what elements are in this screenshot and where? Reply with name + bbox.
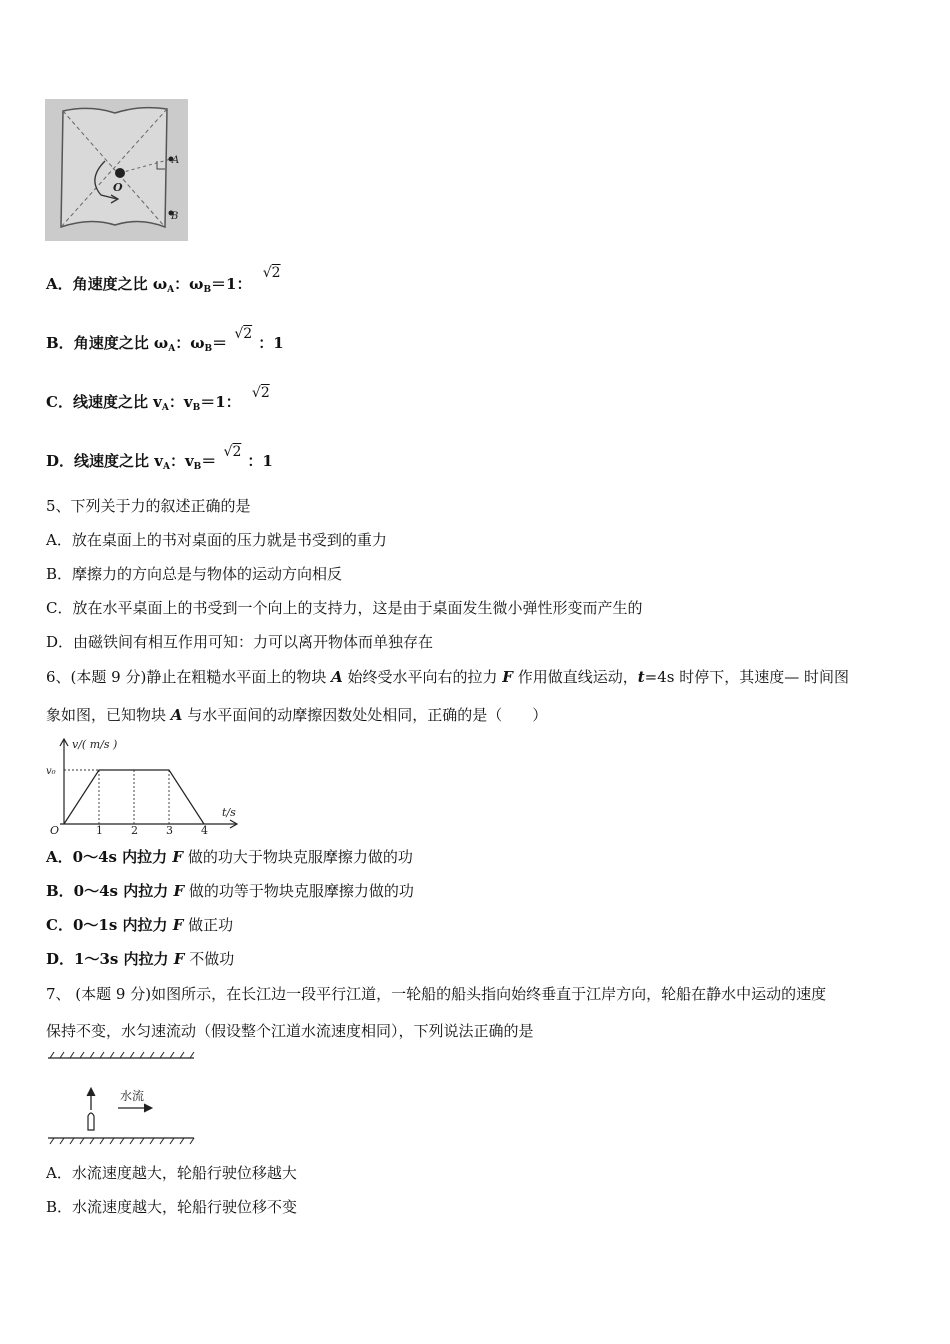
q7-option-a: A．水流速度越大，轮船行驶位移越大: [46, 1164, 297, 1182]
sqrt-symbol: √2: [223, 444, 242, 460]
x-axis-label: t/s: [222, 806, 236, 819]
label-o: O: [113, 181, 123, 194]
stem-text: 作用做直线运动，: [512, 668, 638, 686]
x-tick-1: 1: [96, 824, 103, 836]
guide-lines: [64, 770, 169, 824]
water-flow-arrowhead: [144, 1104, 152, 1112]
y-axis-label: v/( m/s ): [72, 738, 118, 751]
option-text: C．0～1s 内拉力: [46, 916, 173, 934]
q4-option-b: [46, 326, 284, 359]
sqrt-radicand: 2: [243, 326, 253, 342]
subscript: B: [203, 285, 212, 295]
river-svg: [46, 1050, 196, 1146]
option-text: ＝1：: [200, 393, 241, 411]
option-letter: C．: [46, 393, 73, 411]
q5-option-b: B．摩擦力的方向总是与物体的运动方向相反: [46, 565, 343, 583]
q7-stem-line2: 保持不变，水匀速流动（假设整个江道水流速度相同），下列说法正确的是: [46, 1022, 534, 1040]
origin-label: O: [50, 824, 60, 836]
option-var: F: [173, 950, 185, 968]
stem-text: =4s 时停下，其速度— 时间图: [644, 668, 850, 686]
stem-text: 与水平面间的动摩擦因数处处相同，正确的是（ ）: [182, 706, 548, 724]
option-text: ＝1：: [211, 275, 252, 293]
q6-option-d: [46, 949, 234, 969]
option-text: 做的功大于物块克服摩擦力做的功: [183, 848, 413, 866]
option-letter: B．: [46, 334, 74, 352]
option-text: A．0～4s 内拉力: [46, 848, 173, 866]
option-text: ：v: [168, 393, 193, 411]
option-letter: D．: [46, 452, 75, 470]
option-var: F: [172, 916, 184, 934]
q6-stem-line1: [46, 667, 849, 687]
q5-option-c: C．放在水平桌面上的书受到一个向上的支持力，这是由于桌面发生微小弹性形变而产生的: [46, 599, 643, 617]
q5-option-d: D．由磁铁间有相互作用可知：力可以离开物体而单独存在: [46, 633, 434, 651]
stem-var: A: [331, 668, 343, 686]
option-var: F: [173, 882, 185, 900]
sqrt-symbol: √2: [251, 385, 270, 401]
sqrt-radicand: 2: [260, 385, 270, 401]
stem-var: t: [637, 668, 645, 686]
subscript: B: [204, 344, 213, 354]
q4-option-d: [46, 444, 273, 477]
river-figure: [46, 1050, 196, 1146]
boat-heading-arrowhead: [87, 1088, 95, 1096]
sqrt-symbol: √2: [234, 326, 253, 342]
option-text: ：v: [169, 452, 194, 470]
option-text: 角速度之比 ω: [72, 275, 168, 293]
label-a: A: [172, 155, 180, 166]
stem-var: F: [502, 668, 513, 686]
label-b: B: [171, 211, 179, 222]
option-text: ：ω: [175, 334, 205, 352]
q6-stem-line2: [46, 705, 547, 725]
option-text: D．1～3s 内拉力: [46, 950, 174, 968]
option-text: 不做功: [184, 950, 235, 968]
option-text: ＝: [201, 452, 217, 470]
x-tick-4: 4: [201, 824, 208, 836]
x-tick-2: 2: [131, 824, 138, 836]
sqrt-symbol: √2: [262, 265, 281, 281]
near-bank-hatching: [50, 1138, 194, 1144]
option-text: 线速度之比 v: [74, 452, 163, 470]
y-tick-v0: v₀: [46, 766, 56, 777]
x-tick-labels: [96, 824, 208, 836]
boat-icon: [88, 1113, 94, 1130]
stem-text: 象如图，已知物块: [46, 706, 171, 724]
sqrt-radicand: 2: [232, 444, 242, 460]
q4-option-c: [46, 385, 270, 418]
q6-option-c: [46, 915, 233, 935]
vt-graph-svg: [44, 736, 244, 836]
option-text: 做的功等于物块克服摩擦力做的功: [184, 882, 414, 900]
far-bank-hatching: [50, 1052, 194, 1058]
subscript: A: [161, 403, 169, 413]
stem-text: 6、(本题 9 分)静止在粗糙水平面上的物块: [46, 668, 332, 686]
q4-option-a: [46, 265, 281, 300]
option-letter: A．: [46, 275, 73, 293]
q6-option-b: [46, 881, 414, 901]
subscript: A: [167, 285, 175, 295]
subscript: A: [162, 462, 170, 472]
option-var: F: [172, 848, 184, 866]
subscript: A: [168, 344, 176, 354]
x-tick-3: 3: [166, 824, 173, 836]
q7-stem-line1: 7、 (本题 9 分)如图所示，在长江边一段平行江道，一轮船的船头指向始终垂直于江岸方向，轮船在静水中运动的速度: [46, 985, 827, 1003]
sqrt-radicand: 2: [271, 265, 281, 281]
rotating-paper-svg: [45, 99, 188, 241]
option-text: 线速度之比 v: [72, 393, 162, 411]
subscript: B: [192, 403, 201, 413]
option-text: ＝: [212, 334, 228, 352]
water-flow-label: 水流: [120, 1089, 145, 1103]
stem-var: A: [170, 706, 183, 724]
option-text: 角速度之比 ω: [73, 334, 169, 352]
option-text: B．0～4s 内拉力: [46, 882, 174, 900]
option-text: ：ω: [174, 275, 204, 293]
option-text: ：1: [258, 334, 284, 352]
stem-text: 始终受水平向右的拉力: [342, 668, 503, 686]
option-text: ：1: [247, 452, 273, 470]
option-text: 做正功: [183, 916, 234, 934]
q7-option-b: B．水流速度越大，轮船行驶位移不变: [46, 1198, 298, 1216]
vt-graph: [44, 736, 244, 836]
subscript: B: [193, 462, 202, 472]
q6-option-a: [46, 847, 413, 867]
q5-stem: 5、下列关于力的叙述正确的是: [46, 497, 251, 515]
q5-option-a: A．放在桌面上的书对桌面的压力就是书受到的重力: [46, 531, 387, 549]
rotating-paper-figure: [45, 99, 188, 241]
